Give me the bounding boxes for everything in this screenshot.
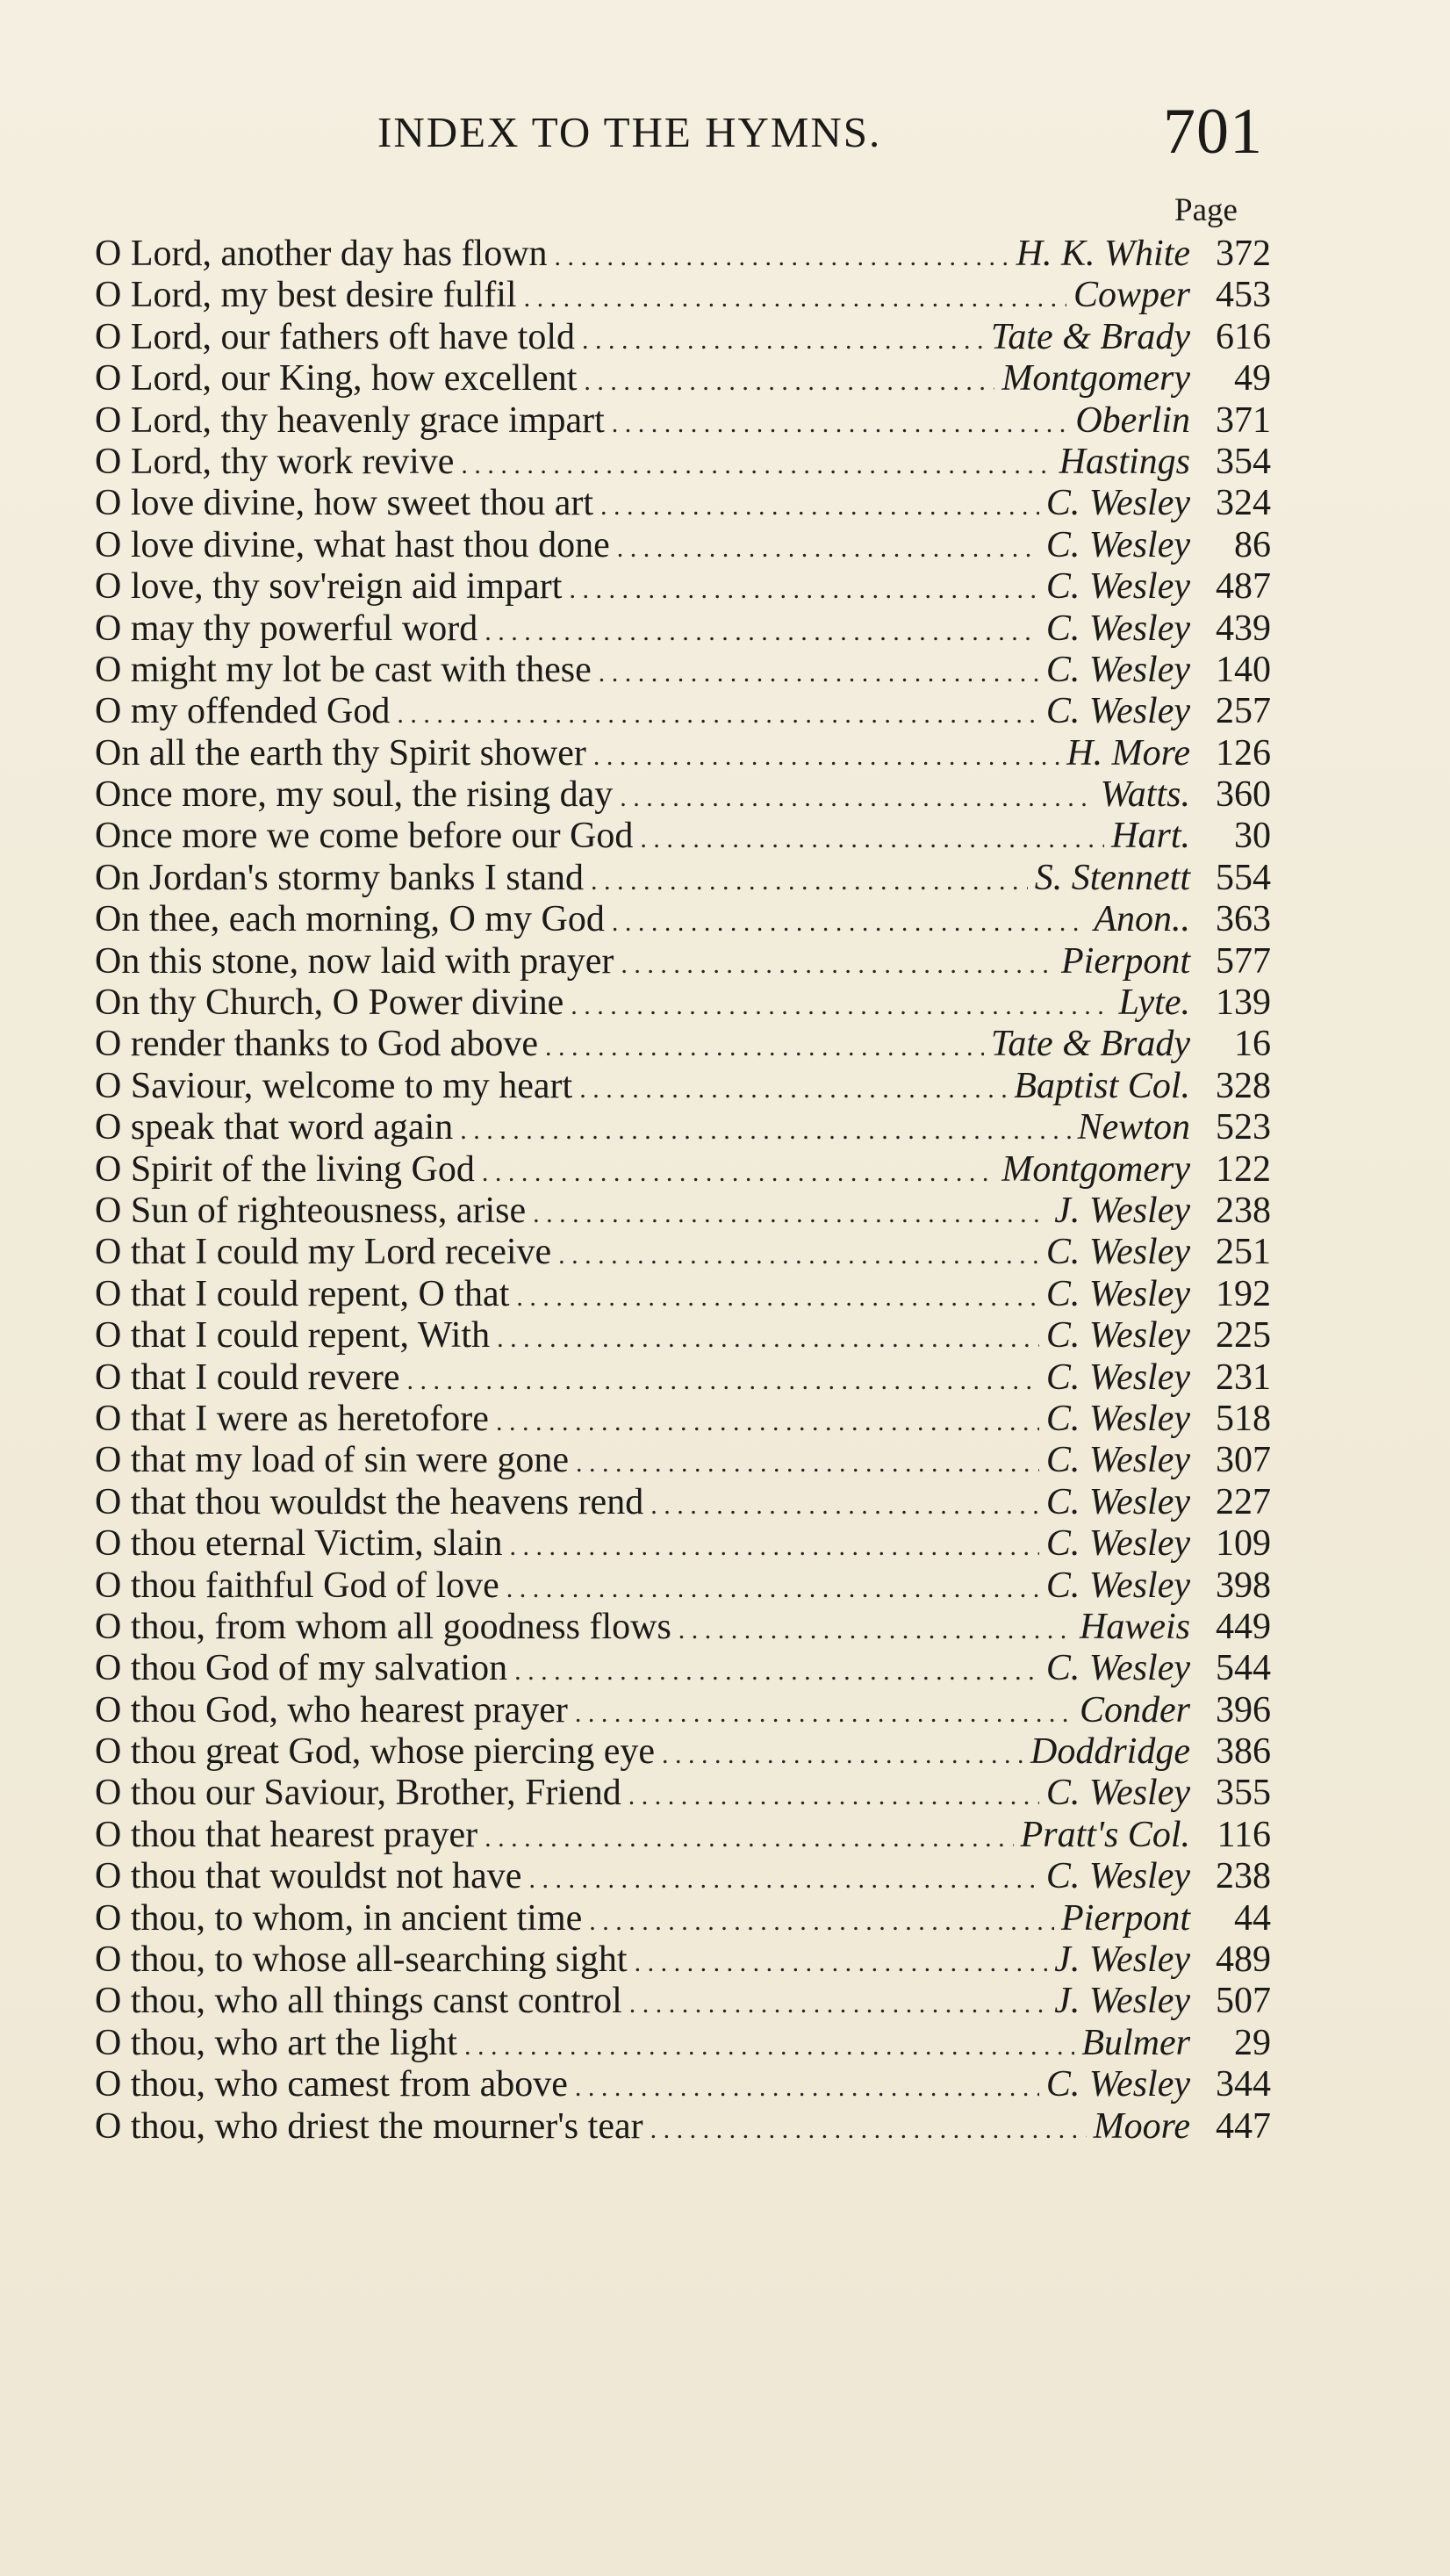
hymn-first-line: O thou, who all things canst control [95,1981,622,2022]
index-entry [95,1773,1271,1814]
hymn-first-line: O Lord, our fathers oft have told [95,316,576,357]
hymn-index-list [95,234,1271,2148]
hymn-author: Montgomery [1001,358,1190,399]
dot-leader [497,1318,1039,1359]
hymn-page-number: 544 [1216,1648,1271,1689]
hymn-author: Pierpont [1061,1897,1190,1939]
hymn-author: Moore [1093,2105,1190,2147]
hymn-page-number: 126 [1216,732,1271,774]
index-entry [95,1107,1271,1148]
hymn-page-number: 439 [1216,608,1271,649]
index-entry [95,1648,1271,1689]
hymn-author: C. Wesley [1045,524,1190,565]
hymn-page-number: 507 [1216,1981,1271,2022]
index-entry [95,1939,1271,1981]
hymn-first-line: On Jordan's stormy banks I stand [95,857,585,898]
hymn-page-number: 140 [1216,649,1271,690]
dot-leader [621,944,1054,985]
index-entry [95,608,1271,650]
index-entry [95,1815,1271,1856]
hymn-page-number: 487 [1216,566,1271,608]
index-entry [95,691,1271,732]
hymn-first-line: O that I could revere [95,1356,400,1398]
dot-leader [576,1443,1039,1484]
index-entry [95,1315,1271,1356]
hymn-author: C. Wesley [1045,1315,1190,1356]
dot-leader [575,1693,1073,1734]
index-entry [95,1731,1271,1773]
hymn-page-number: 116 [1217,1814,1271,1855]
hymn-first-line: Once more we come before our God [95,816,634,857]
hymn-first-line: Once more, my soul, the rising day [95,774,614,816]
hymn-author: Anon.. [1094,899,1190,940]
index-entry [95,1149,1271,1191]
hymn-page-number: 225 [1216,1315,1271,1356]
hymn-author: C. Wesley [1045,1356,1190,1398]
hymn-first-line: O thou God of my salvation [95,1648,508,1689]
index-entry [95,1607,1271,1648]
page-column-label: Page [1174,192,1238,228]
hymn-first-line: O thou, from whom all goodness flows [95,1606,671,1647]
index-entry [95,733,1271,774]
hymn-page-number: 29 [1234,2022,1271,2063]
hymn-author: Watts. [1100,774,1190,816]
hymn-page-number: 386 [1216,1731,1271,1773]
index-entry [95,1981,1271,2022]
hymn-author: Tate & Brady [990,1024,1190,1065]
index-entry [95,2023,1271,2064]
dot-leader [582,320,984,361]
index-entry [95,2064,1271,2105]
dot-leader [575,2067,1039,2108]
dot-leader [514,1651,1039,1692]
hymn-first-line: O thou that wouldst not have [95,1856,522,1897]
hymn-first-line: O Lord, thy heavenly grace impart [95,399,605,441]
dot-leader [589,1901,1054,1942]
hymn-page-number: 328 [1216,1065,1271,1106]
index-entry [95,317,1271,358]
index-entry [95,1523,1271,1565]
dot-leader [612,403,1069,444]
hymn-author: Hastings [1059,441,1190,482]
hymn-first-line: O thou, who camest from above [95,2064,568,2105]
index-entry [95,275,1271,316]
hymn-first-line: On thy Church, O Power divine [95,982,564,1024]
hymn-author: Doddridge [1030,1731,1190,1773]
dot-leader [678,1609,1073,1651]
hymn-first-line: O thou, who driest the mourner's tear [95,2105,643,2147]
hymn-first-line: O that I could repent, With [95,1315,491,1356]
hymn-author: H. More [1066,732,1190,774]
hymn-page-number: 360 [1216,774,1271,816]
hymn-author: C. Wesley [1045,2064,1190,2105]
dot-leader [482,1152,995,1193]
hymn-page-number: 16 [1234,1024,1271,1065]
hymn-author: Montgomery [1001,1148,1190,1190]
hymn-first-line: O Lord, thy work revive [95,441,455,482]
hymn-page-number: 44 [1234,1897,1271,1939]
hymn-first-line: O thou faithful God of love [95,1565,499,1606]
dot-leader [640,818,1104,860]
index-entry [95,2106,1271,2148]
hymn-page-number: 192 [1216,1273,1271,1314]
hymn-author: C. Wesley [1045,1773,1190,1814]
index-entry [95,1440,1271,1481]
index-entry [95,566,1271,608]
hymn-page-number: 449 [1216,1606,1271,1647]
hymn-author: J. Wesley [1054,1939,1190,1981]
hymn-page-number: 251 [1216,1232,1271,1273]
hymn-page-number: 372 [1216,234,1271,274]
hymn-first-line: O that I could my Lord receive [95,1232,552,1273]
dot-leader [629,1983,1048,2025]
index-entry [95,650,1271,691]
dot-leader [593,736,1059,777]
dot-leader [496,1401,1039,1443]
hymn-first-line: O that I were as heretofore [95,1398,489,1439]
index-entry [95,1024,1271,1065]
dot-leader [579,1069,1007,1110]
dot-leader [485,611,1039,652]
index-entry [95,1232,1271,1273]
dot-leader [528,1859,1038,1900]
hymn-first-line: O thou, who art the light [95,2022,457,2063]
hymn-page-number: 324 [1216,483,1271,524]
hymn-first-line: O thou our Saviour, Brother, Friend [95,1773,621,1814]
index-entry [95,1690,1271,1731]
hymn-page-number: 231 [1216,1356,1271,1398]
hymn-first-line: O thou, to whose all-searching sight [95,1939,628,1981]
dot-leader [524,277,1066,319]
dot-leader [461,444,1052,486]
dot-leader [584,361,994,402]
index-entry [95,941,1271,982]
hymn-first-line: O thou that hearest prayer [95,1814,478,1855]
index-entry [95,1565,1271,1607]
hymn-author: Baptist Col. [1014,1065,1190,1106]
hymn-author: C. Wesley [1045,691,1190,732]
index-entry [95,525,1271,566]
hymn-author: C. Wesley [1045,1440,1190,1481]
hymn-first-line: O Saviour, welcome to my heart [95,1065,573,1106]
hymn-author: C. Wesley [1045,649,1190,690]
hymn-page-number: 122 [1216,1148,1271,1190]
hymn-author: C. Wesley [1045,1523,1190,1565]
hymn-first-line: O thou eternal Victim, slain [95,1523,503,1565]
hymn-first-line: O love, thy sov'reign aid impart [95,566,563,608]
dot-leader [407,1360,1039,1401]
dot-leader [628,1775,1039,1817]
hymn-page-number: 238 [1216,1856,1271,1897]
hymn-author: C. Wesley [1045,1398,1190,1439]
hymn-page-number: 307 [1216,1440,1271,1481]
hymn-page-number: 257 [1216,691,1271,732]
hymn-first-line: O thou God, who hearest prayer [95,1689,568,1731]
hymn-page-number: 49 [1234,358,1271,399]
dot-leader [464,2026,1074,2067]
index-entry [95,774,1271,816]
index-entry [95,1191,1271,1232]
hymn-author: H. K. White [1016,234,1190,274]
index-entry [95,816,1271,857]
hymn-first-line: O Lord, another day has flown [95,234,548,274]
hymn-author: J. Wesley [1054,1190,1190,1231]
hymn-first-line: O render thanks to God above [95,1024,539,1065]
index-entry [95,1274,1271,1315]
hymn-first-line: O love divine, what hast thou done [95,524,610,565]
index-entry [95,358,1271,399]
hymn-page-number: 355 [1216,1773,1271,1814]
hymn-first-line: On all the earth thy Spirit shower [95,732,586,774]
hymn-first-line: O Lord, my best desire fulfil [95,275,517,316]
hymn-author: Newton [1077,1107,1190,1148]
dot-leader [533,1193,1047,1234]
index-entry [95,1066,1271,1107]
hymn-author: C. Wesley [1045,1648,1190,1689]
hymn-page-number: 396 [1216,1689,1271,1731]
dot-leader [599,652,1039,694]
hymn-first-line: O that my load of sin were gone [95,1440,570,1481]
hymn-first-line: O might my lot be cast with these [95,649,592,690]
index-entry [95,442,1271,483]
hymn-page-number: 86 [1234,524,1271,565]
hymn-page-number: 363 [1216,899,1271,940]
hymn-page-number: 238 [1216,1190,1271,1231]
dot-leader [620,777,1093,818]
index-entry [95,1482,1271,1523]
dot-leader [650,1485,1039,1526]
hymn-author: C. Wesley [1045,1856,1190,1897]
hymn-author: Conder [1080,1689,1190,1731]
hymn-first-line: O Sun of righteousness, arise [95,1190,527,1231]
index-entry [95,982,1271,1024]
dot-leader [460,1110,1070,1151]
hymn-first-line: O speak that word again [95,1107,454,1148]
hymn-page-number: 354 [1216,441,1271,482]
index-entry [95,899,1271,940]
index-entry [95,858,1271,899]
hymn-author: Cowper [1073,275,1190,316]
dot-leader [558,1234,1039,1276]
hymn-page-number: 453 [1216,275,1271,316]
dot-leader [612,902,1087,943]
hymn-page-number: 139 [1216,982,1271,1024]
hymn-page-number: 109 [1216,1523,1271,1565]
hymn-first-line: O thou great God, whose piercing eye [95,1731,655,1773]
index-entry [95,483,1271,524]
hymn-first-line: O Spirit of the living God [95,1148,475,1190]
hymn-first-line: O thou, to whom, in ancient time [95,1897,583,1939]
hymn-first-line: On thee, each morning, O my God [95,899,605,940]
hymn-first-line: O that I could repent, O that [95,1273,510,1314]
hymn-author: Haweis [1080,1606,1190,1647]
dot-leader [662,1734,1023,1775]
dot-leader [600,486,1039,527]
dot-leader [509,1526,1038,1567]
dot-leader [635,1942,1048,1983]
index-entry [95,1357,1271,1399]
dot-leader [545,1026,984,1068]
dot-leader [650,2109,1087,2150]
hymn-page-number: 518 [1216,1398,1271,1439]
hymn-author: C. Wesley [1045,1273,1190,1314]
hymn-author: Hart. [1111,816,1190,857]
index-entry [95,1399,1271,1440]
index-entry [95,234,1271,275]
hymn-author: Pierpont [1061,940,1190,982]
hymn-page-number: 489 [1216,1939,1271,1981]
dot-leader [571,985,1111,1026]
hymn-page-number: 398 [1216,1565,1271,1606]
dot-leader [569,569,1038,610]
dot-leader [506,1568,1039,1609]
hymn-author: C. Wesley [1045,608,1190,649]
hymn-author: Bulmer [1081,2022,1190,2063]
hymn-page-number: 554 [1216,857,1271,898]
hymn-page-number: 616 [1216,316,1271,357]
index-entry [95,400,1271,442]
hymn-first-line: O that thou wouldst the heavens rend [95,1481,644,1522]
hymn-first-line: On this stone, now laid with prayer [95,940,614,982]
dot-leader [397,694,1039,735]
header-page-number: 701 [1163,96,1263,168]
hymn-author: Lyte. [1118,982,1190,1024]
hymn-page-number: 30 [1234,816,1271,857]
hymn-author: C. Wesley [1045,1565,1190,1606]
hymn-first-line: O my offended God [95,691,391,732]
dot-leader [485,1817,1013,1859]
hymn-author: Oberlin [1075,399,1190,441]
dot-leader [516,1277,1039,1318]
hymn-first-line: O may thy powerful word [95,608,478,649]
hymn-author: C. Wesley [1045,483,1190,524]
hymn-author: C. Wesley [1045,566,1190,608]
hymn-author: C. Wesley [1045,1232,1190,1273]
hymn-page-number: 523 [1216,1107,1271,1148]
index-entry [95,1898,1271,1939]
hymn-author: Tate & Brady [990,316,1190,357]
hymn-page-number: 577 [1216,940,1271,982]
hymn-author: C. Wesley [1045,1481,1190,1522]
hymn-page-number: 344 [1216,2064,1271,2105]
hymn-author: J. Wesley [1054,1981,1190,2022]
hymn-author: S. Stennett [1034,857,1190,898]
dot-leader [591,860,1028,902]
hymn-first-line: O love divine, how sweet thou art [95,483,594,524]
header-title: INDEX TO THE HYMNS. [377,108,882,156]
hymn-page-number: 227 [1216,1481,1271,1522]
hymn-first-line: O Lord, our King, how excellent [95,358,578,399]
hymn-page-number: 371 [1216,399,1271,441]
dot-leader [617,528,1039,569]
hymn-page-number: 447 [1216,2105,1271,2147]
hymn-author: Pratt's Col. [1020,1814,1190,1855]
dot-leader [555,236,1009,277]
running-header [0,95,1450,168]
index-entry [95,1856,1271,1897]
